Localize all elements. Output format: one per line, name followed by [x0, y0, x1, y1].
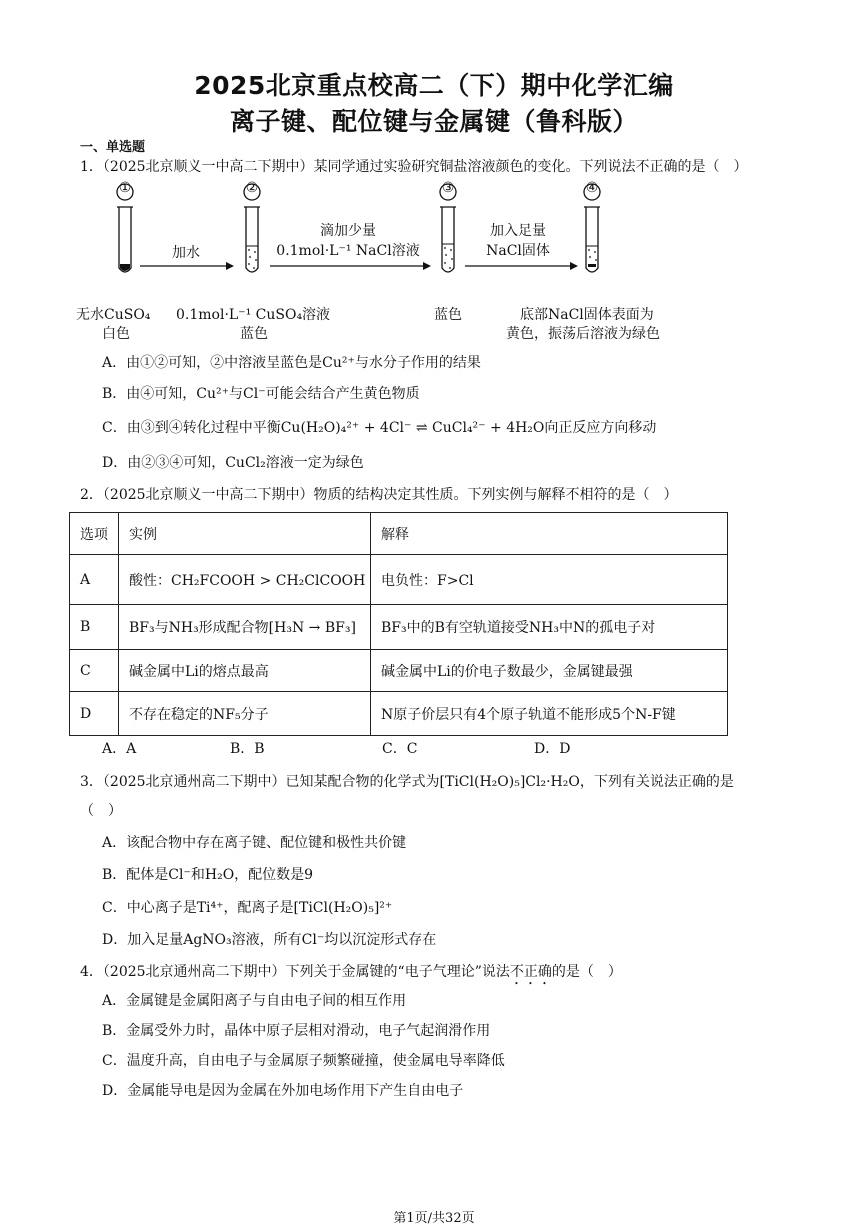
- table-header-cell: 实例: [119, 513, 371, 555]
- tube-label-3: ③: [441, 180, 455, 196]
- q2-choice-c: C．C: [382, 741, 418, 757]
- tube-2-caption: 0.1mol·L⁻¹ CuSO₄溶液: [176, 307, 331, 323]
- table-row: [70, 555, 728, 605]
- table-header-cell: 选项: [70, 513, 119, 555]
- q2-choice-d: D．D: [534, 741, 571, 757]
- tube-1-caption: 无水CuSO₄: [76, 307, 151, 323]
- test-tube-1: [117, 207, 133, 272]
- table-cell: D: [70, 692, 119, 736]
- q1-option-a: A．由①②可知，②中溶液呈蓝色是Cu²⁺与水分子作用的结果: [102, 355, 481, 371]
- table-row: [70, 692, 728, 736]
- q2-choice-a: A．A: [102, 741, 137, 757]
- arrow-3-head: [570, 262, 578, 270]
- q1-option-d: D．由②③④可知，CuCl₂溶液一定为绿色: [102, 455, 364, 471]
- table-cell: 电负性：F>Cl: [371, 555, 728, 605]
- question-4-stem: [80, 961, 622, 988]
- table-cell: A: [70, 555, 119, 605]
- q3-option-a: A．该配合物中存在离子键、配位键和极性共价键: [102, 835, 407, 851]
- question-1-stem: 1．（2025北京顺义一中高二下期中）某同学通过实验研究铜盐溶液颜色的变化。下列说法不正确的是（ ）: [80, 159, 748, 175]
- tube-4-caption: 底部NaCl固体表面为: [520, 307, 654, 323]
- arrow-2-head: [423, 262, 431, 270]
- table-cell: BF₃中的B有空轨道接受NH₃中N的孤电子对: [371, 605, 728, 650]
- tube-label-2: ②: [245, 180, 259, 196]
- arrow-1-label: 加水: [172, 245, 200, 261]
- tube-1-color: 白色: [102, 326, 130, 342]
- tube-2-color: 蓝色: [240, 326, 268, 342]
- test-tube-4: [584, 207, 600, 272]
- table-cell: N原子价层只有4个原子轨道不能形成5个N-F键: [371, 692, 728, 736]
- arrow-3-label-bottom: NaCl固体: [486, 243, 550, 259]
- tube-4-color: 黄色，振荡后溶液为绿色: [506, 326, 660, 342]
- table-cell: 碱金属中Li的熔点最高: [119, 650, 371, 692]
- tube-label-1: ①: [118, 180, 132, 196]
- test-tube-diagram: [60, 180, 780, 340]
- q2-choice-b: B．B: [230, 741, 265, 757]
- question-4-stem-emphasis: 不正确: [509, 964, 552, 980]
- q3-option-d: D．加入足量AgNO₃溶液，所有Cl⁻均以沉淀形式存在: [102, 932, 437, 948]
- document-title-line1: 2025北京重点校高二（下）期中化学汇编: [194, 71, 674, 100]
- q4-option-c: C．温度升高，自由电子与金属原子频繁碰撞，使金属电导率降低: [102, 1053, 505, 1069]
- table-cell: B: [70, 605, 119, 650]
- page-footer: 第1页/共32页: [393, 1211, 475, 1226]
- q2-table: [69, 512, 728, 736]
- q4-option-b: B．金属受外力时，晶体中原子层相对滑动，电子气起润滑作用: [102, 1023, 491, 1039]
- arrow-2-label-bottom: 0.1mol·L⁻¹ NaCl溶液: [276, 243, 420, 259]
- tube-3-color: 蓝色: [434, 307, 462, 323]
- question-2-stem: 2．（2025北京顺义一中高二下期中）物质的结构决定其性质。下列实例与解释不相符的是（ ）: [80, 487, 678, 503]
- question-3-stem: 3．（2025北京通州高二下期中）已知某配合物的化学式为[TiCl(H₂O)₅]Cl₂·H₂O，下列有关说法正确的是: [80, 774, 734, 790]
- question-3-stem-cont: （ ）: [80, 803, 122, 819]
- table-cell: BF₃与NH₃形成配合物[H₃N → BF₃]: [119, 605, 371, 650]
- q1-option-c: C．由③到④转化过程中平衡Cu(H₂O)₄²⁺ + 4Cl⁻ ⇌ CuCl₄²⁻ + 4H₂O向正反应方向移动: [102, 420, 657, 436]
- table-cell: 酸性：CH₂FCOOH > CH₂ClCOOH: [119, 555, 371, 605]
- table-header-row: [70, 513, 728, 555]
- q4-option-a: A．金属键是金属阳离子与自由电子间的相互作用: [102, 993, 407, 1009]
- table-row: [70, 605, 728, 650]
- arrow-1-head: [226, 262, 234, 270]
- q3-option-b: B．配体是Cl⁻和H₂O，配位数是9: [102, 867, 314, 883]
- test-tube-2: [244, 207, 260, 272]
- table-row: [70, 650, 728, 692]
- section-heading: 一、单选题: [80, 140, 146, 155]
- table-cell: 碱金属中Li的价电子数最少，金属键最强: [371, 650, 728, 692]
- q1-option-b: B．由④可知，Cu²⁺与Cl⁻可能会结合产生黄色物质: [102, 386, 420, 402]
- question-4-stem-pre: 4．（2025北京通州高二下期中）下列关于金属键的“电子气理论”说法: [80, 964, 510, 980]
- tube-label-4: ④: [585, 180, 599, 196]
- table-cell: C: [70, 650, 119, 692]
- q4-option-d: D．金属能导电是因为金属在外加电场作用下产生自由电子: [102, 1083, 464, 1099]
- q3-option-c: C．中心离子是Ti⁴⁺，配离子是[TiCl(H₂O)₅]²⁺: [102, 900, 393, 916]
- document-title-line2: 离子键、配位键与金属键（鲁科版）: [229, 107, 638, 136]
- arrow-3-label-top: 加入足量: [490, 223, 546, 239]
- table-header-cell: 解释: [371, 513, 728, 555]
- test-tube-3: [440, 207, 456, 272]
- table-cell: 不存在稳定的NF₅分子: [119, 692, 371, 736]
- question-4-stem-post: 的是（ ）: [551, 964, 622, 980]
- arrow-2-label-top: 滴加少量: [320, 223, 376, 239]
